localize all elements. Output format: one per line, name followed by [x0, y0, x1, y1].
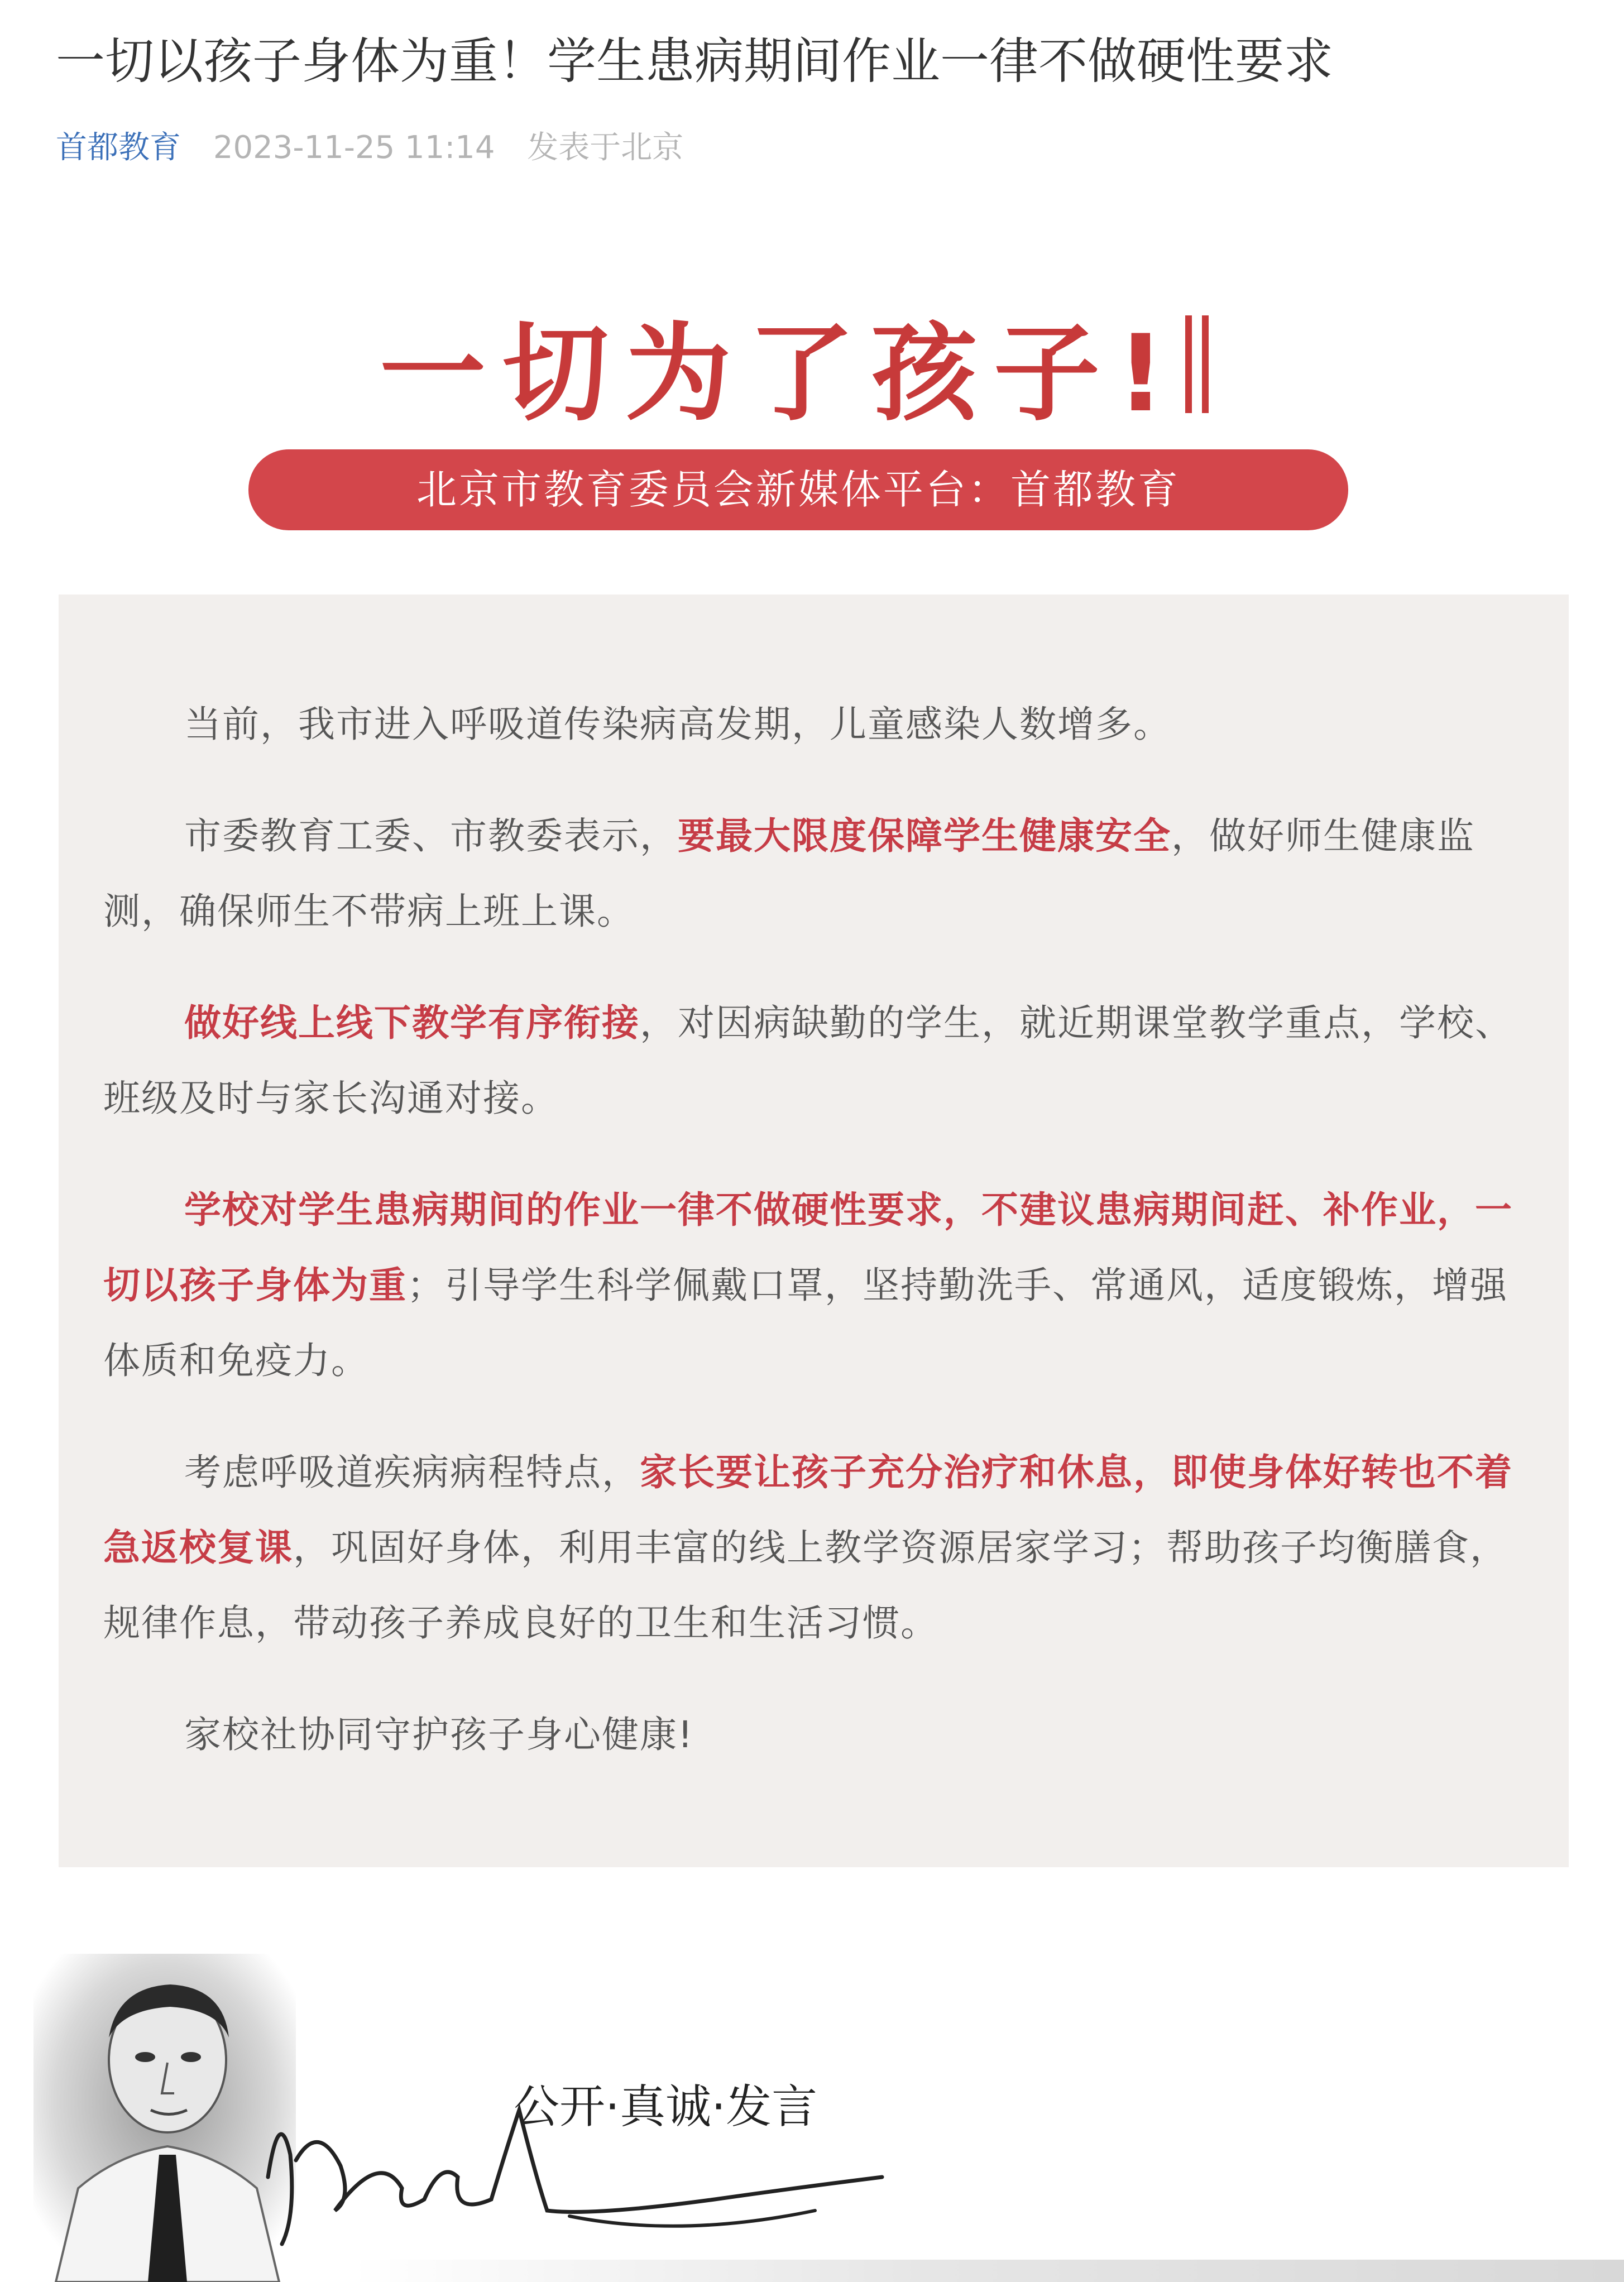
p5-text-b: ，巩固好身体，利用丰富的线上教学资源居家学习；帮助孩子均衡膳食，规律作息，带动孩子养成良好的卫生和生活习惯。 [103, 1526, 1508, 1645]
footer-area [0, 1909, 1624, 2282]
notice-paragraph-6 [103, 1697, 1524, 1772]
p2-emphasis: 要最大限度保障学生健康安全 [678, 814, 1171, 857]
notice-paragraph-2 [103, 798, 1524, 949]
notice-paragraph-1 [103, 687, 1524, 762]
exclamation-bars-icon [1182, 315, 1215, 421]
article-meta [56, 126, 683, 170]
p3-emphasis: 做好线上线下教学有序衔接 [184, 1001, 640, 1044]
p5-emphasis: 家长要让孩子充分治疗和休息，即使身体好转也不着急返校复课 [103, 1451, 1513, 1569]
p4-emphasis: 学校对学生患病期间的作业一律不做硬性要求，不建议患病期间赶、补作业，一切以孩子身体为重 [103, 1188, 1513, 1307]
p1-text: 当前，我市进入呼吸道传染病高发期，儿童感染人数增多。 [184, 703, 1171, 746]
p4-text-b: ；引导学生科学佩戴口罩，坚持勤洗手、常通风，适度锻炼，增强体质和免疫力。 [103, 1264, 1508, 1382]
signature-image [257, 2032, 916, 2266]
notice-paragraph-4 [103, 1172, 1524, 1398]
notice-paragraph-3 [103, 985, 1524, 1136]
banner-slogan [380, 313, 1262, 435]
author-link[interactable]: 首都教育 [56, 130, 181, 166]
bottom-divider [352, 2260, 1624, 2282]
footer-slogan: 公开·真诚·发言 [514, 2080, 818, 2134]
p2-text-a: 市委教育工委、市教委表示， [184, 814, 678, 857]
banner-slogan-text: 一切为了孩子! [380, 312, 1182, 435]
platform-banner: 北京市教育委员会新媒体平台：首都教育 [248, 449, 1348, 530]
notice-paragraph-5 [103, 1435, 1524, 1661]
p3-text-b: ，对因病缺勤的学生，就近期课堂教学重点，学校、班级及时与家长沟通对接。 [103, 1001, 1513, 1120]
p2-text-b: ，做好师生健康监测，确保师生不带病上班上课。 [103, 814, 1475, 933]
notice-panel [59, 595, 1569, 1867]
p6-text: 家校社协同守护孩子身心健康! [184, 1713, 694, 1756]
p5-text-a: 考虑呼吸道疾病病程特点， [184, 1451, 640, 1494]
article-title: 一切以孩子身体为重！学生患病期间作业一律不做硬性要求 [56, 32, 1334, 90]
publish-time: 2023-11-25 11:14 [213, 130, 495, 166]
publish-location: 发表于北京 [527, 130, 684, 166]
